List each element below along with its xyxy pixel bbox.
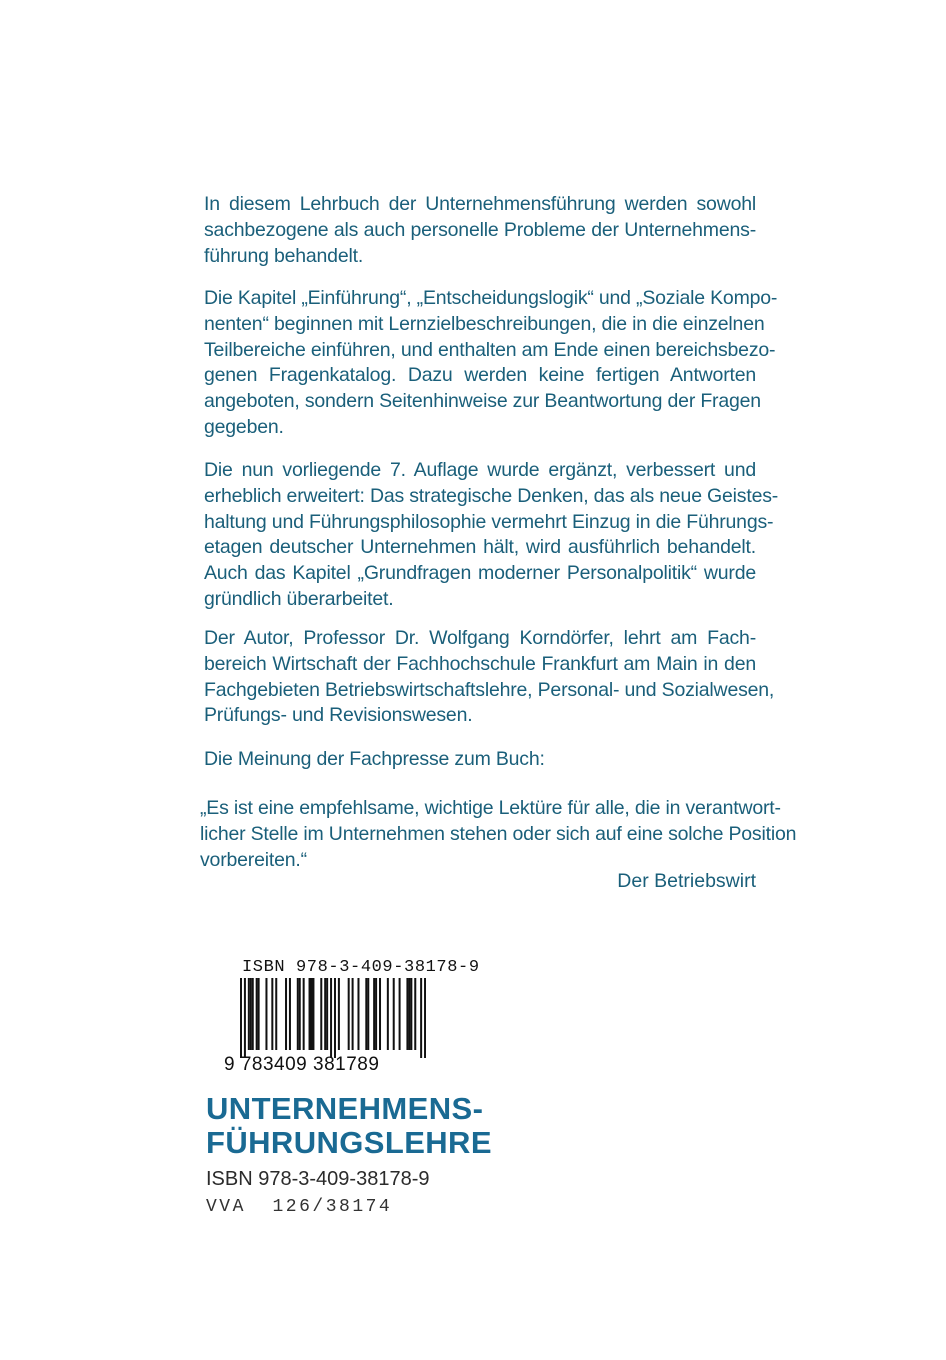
text-line: sachbezogene als auch personelle Probleme der Unternehmens- (204, 218, 756, 241)
paragraph-edition (204, 458, 779, 613)
text-line: Auch das Kapitel „Grundfragen moderner Personalpolitik“ wurde (204, 562, 756, 585)
text-line: Teilbereiche einführen, und enthalten am Ende einen bereichsbezo- (204, 338, 776, 361)
barcode-bar (393, 978, 395, 1050)
barcode-digits: 9 783409 381789 (224, 1054, 380, 1075)
barcode-bar (387, 978, 389, 1050)
barcode-bar (365, 978, 367, 1050)
barcode-bar (312, 978, 314, 1050)
isbn-number: ISBN 978-3-409-38178-9 (206, 1168, 430, 1190)
paragraph-quote (200, 796, 797, 873)
barcode-bar (334, 978, 336, 1058)
book-title (206, 1092, 492, 1160)
text-line: licher Stelle im Unternehmen stehen oder sich auf eine solche Position (200, 822, 797, 845)
barcode-bar (297, 978, 299, 1050)
paragraph-author (204, 626, 775, 729)
barcode-bar (373, 978, 375, 1050)
text-line: erheblich erweitert: Das strategische Denken, das als neue Geistes- (204, 484, 779, 507)
paragraph-chapters (204, 286, 778, 441)
text-line: „Es ist eine empfehlsame, wichtige Lektüre für alle, die in verantwort- (200, 797, 781, 819)
text-line: Prüfungs- und Revisionswesen. (204, 704, 473, 727)
barcode-bar (289, 978, 291, 1050)
quote-source: Der Betriebswirt (617, 870, 756, 892)
barcode (240, 978, 426, 1058)
barcode-bar (258, 978, 260, 1050)
text-line: angeboten, sondern Seitenhinweise zur Beantwortung der Fragen (204, 390, 761, 413)
barcode-bar (256, 978, 258, 1050)
barcode-bar (367, 978, 369, 1050)
paragraph-press-intro (204, 747, 756, 773)
barcode-bar (324, 978, 326, 1050)
text-line: bereich Wirtschaft der Fachhochschule Frankfurt am Main in den (204, 652, 756, 675)
barcode-bar (348, 978, 350, 1050)
barcode-bar (352, 978, 354, 1050)
barcode-bar (271, 978, 273, 1050)
paragraph-intro (204, 192, 756, 269)
text-line: haltung und Führungsphilosophie vermehrt Einzug in die Führungs- (204, 510, 774, 533)
barcode-bar (424, 978, 426, 1058)
text-line: nenten“ beginnen mit Lernzielbeschreibungen, die in die einzelnen (204, 312, 765, 335)
text-line: In diesem Lehrbuch der Unternehmensführung werden sowohl (204, 193, 756, 215)
barcode-bar (285, 978, 287, 1050)
barcode-bar (250, 978, 252, 1050)
barcode-bar (408, 978, 410, 1050)
barcode-bar (299, 978, 301, 1050)
barcode-bar (338, 978, 340, 1050)
barcode-bar (248, 978, 250, 1050)
barcode-isbn-label: ISBN 978-3-409-38178-9 (242, 958, 480, 977)
text-line: gegeben. (204, 415, 284, 438)
barcode-bar (406, 978, 408, 1050)
barcode-bar (399, 978, 401, 1050)
barcode-bar (303, 978, 305, 1050)
barcode-bar (379, 978, 381, 1050)
barcode-bar (244, 978, 246, 1058)
barcode-bar (414, 978, 416, 1050)
barcode-bar (375, 978, 377, 1050)
barcode-bar (310, 978, 312, 1050)
barcode-bar (330, 978, 332, 1058)
text-line: Der Autor, Professor Dr. Wolfgang Korndörfer, lehrt am Fach- (204, 627, 756, 649)
barcode-bar (275, 978, 277, 1050)
barcode-bar (326, 978, 328, 1050)
text-line: Die Kapitel „Einführung“, „Entscheidungslogik“ und „Soziale Kompo- (204, 287, 778, 309)
barcode-bar (357, 978, 359, 1050)
book-title-line-2: FÜHRUNGSLEHRE (206, 1125, 492, 1160)
text-line: genen Fragenkatalog. Dazu werden keine fertigen Antworten (204, 364, 756, 387)
text-line: Die Meinung der Fachpresse zum Buch: (204, 748, 545, 770)
barcode-bar (265, 978, 267, 1050)
text-line: vorbereiten.“ (200, 848, 307, 871)
barcode-bar (309, 978, 311, 1050)
text-line: Die nun vorliegende 7. Auflage wurde ergänzt, verbessert und (204, 459, 756, 481)
text-line: Fachgebieten Betriebswirtschaftslehre, Personal- und Sozialwesen, (204, 678, 775, 701)
barcode-bar (410, 978, 412, 1050)
barcode-bar (240, 978, 242, 1058)
barcode-bar (252, 978, 254, 1050)
vva-number: VVA 126/38174 (206, 1197, 393, 1217)
text-line: etagen deutscher Unternehmen hält, wird ausführlich behandelt. (204, 536, 756, 559)
barcode-bar (420, 978, 422, 1058)
barcode-bar (320, 978, 322, 1050)
text-line: gründlich überarbeitet. (204, 587, 394, 610)
text-line: führung behandelt. (204, 244, 364, 267)
book-title-line-1: UNTERNEHMENS- (206, 1091, 484, 1126)
